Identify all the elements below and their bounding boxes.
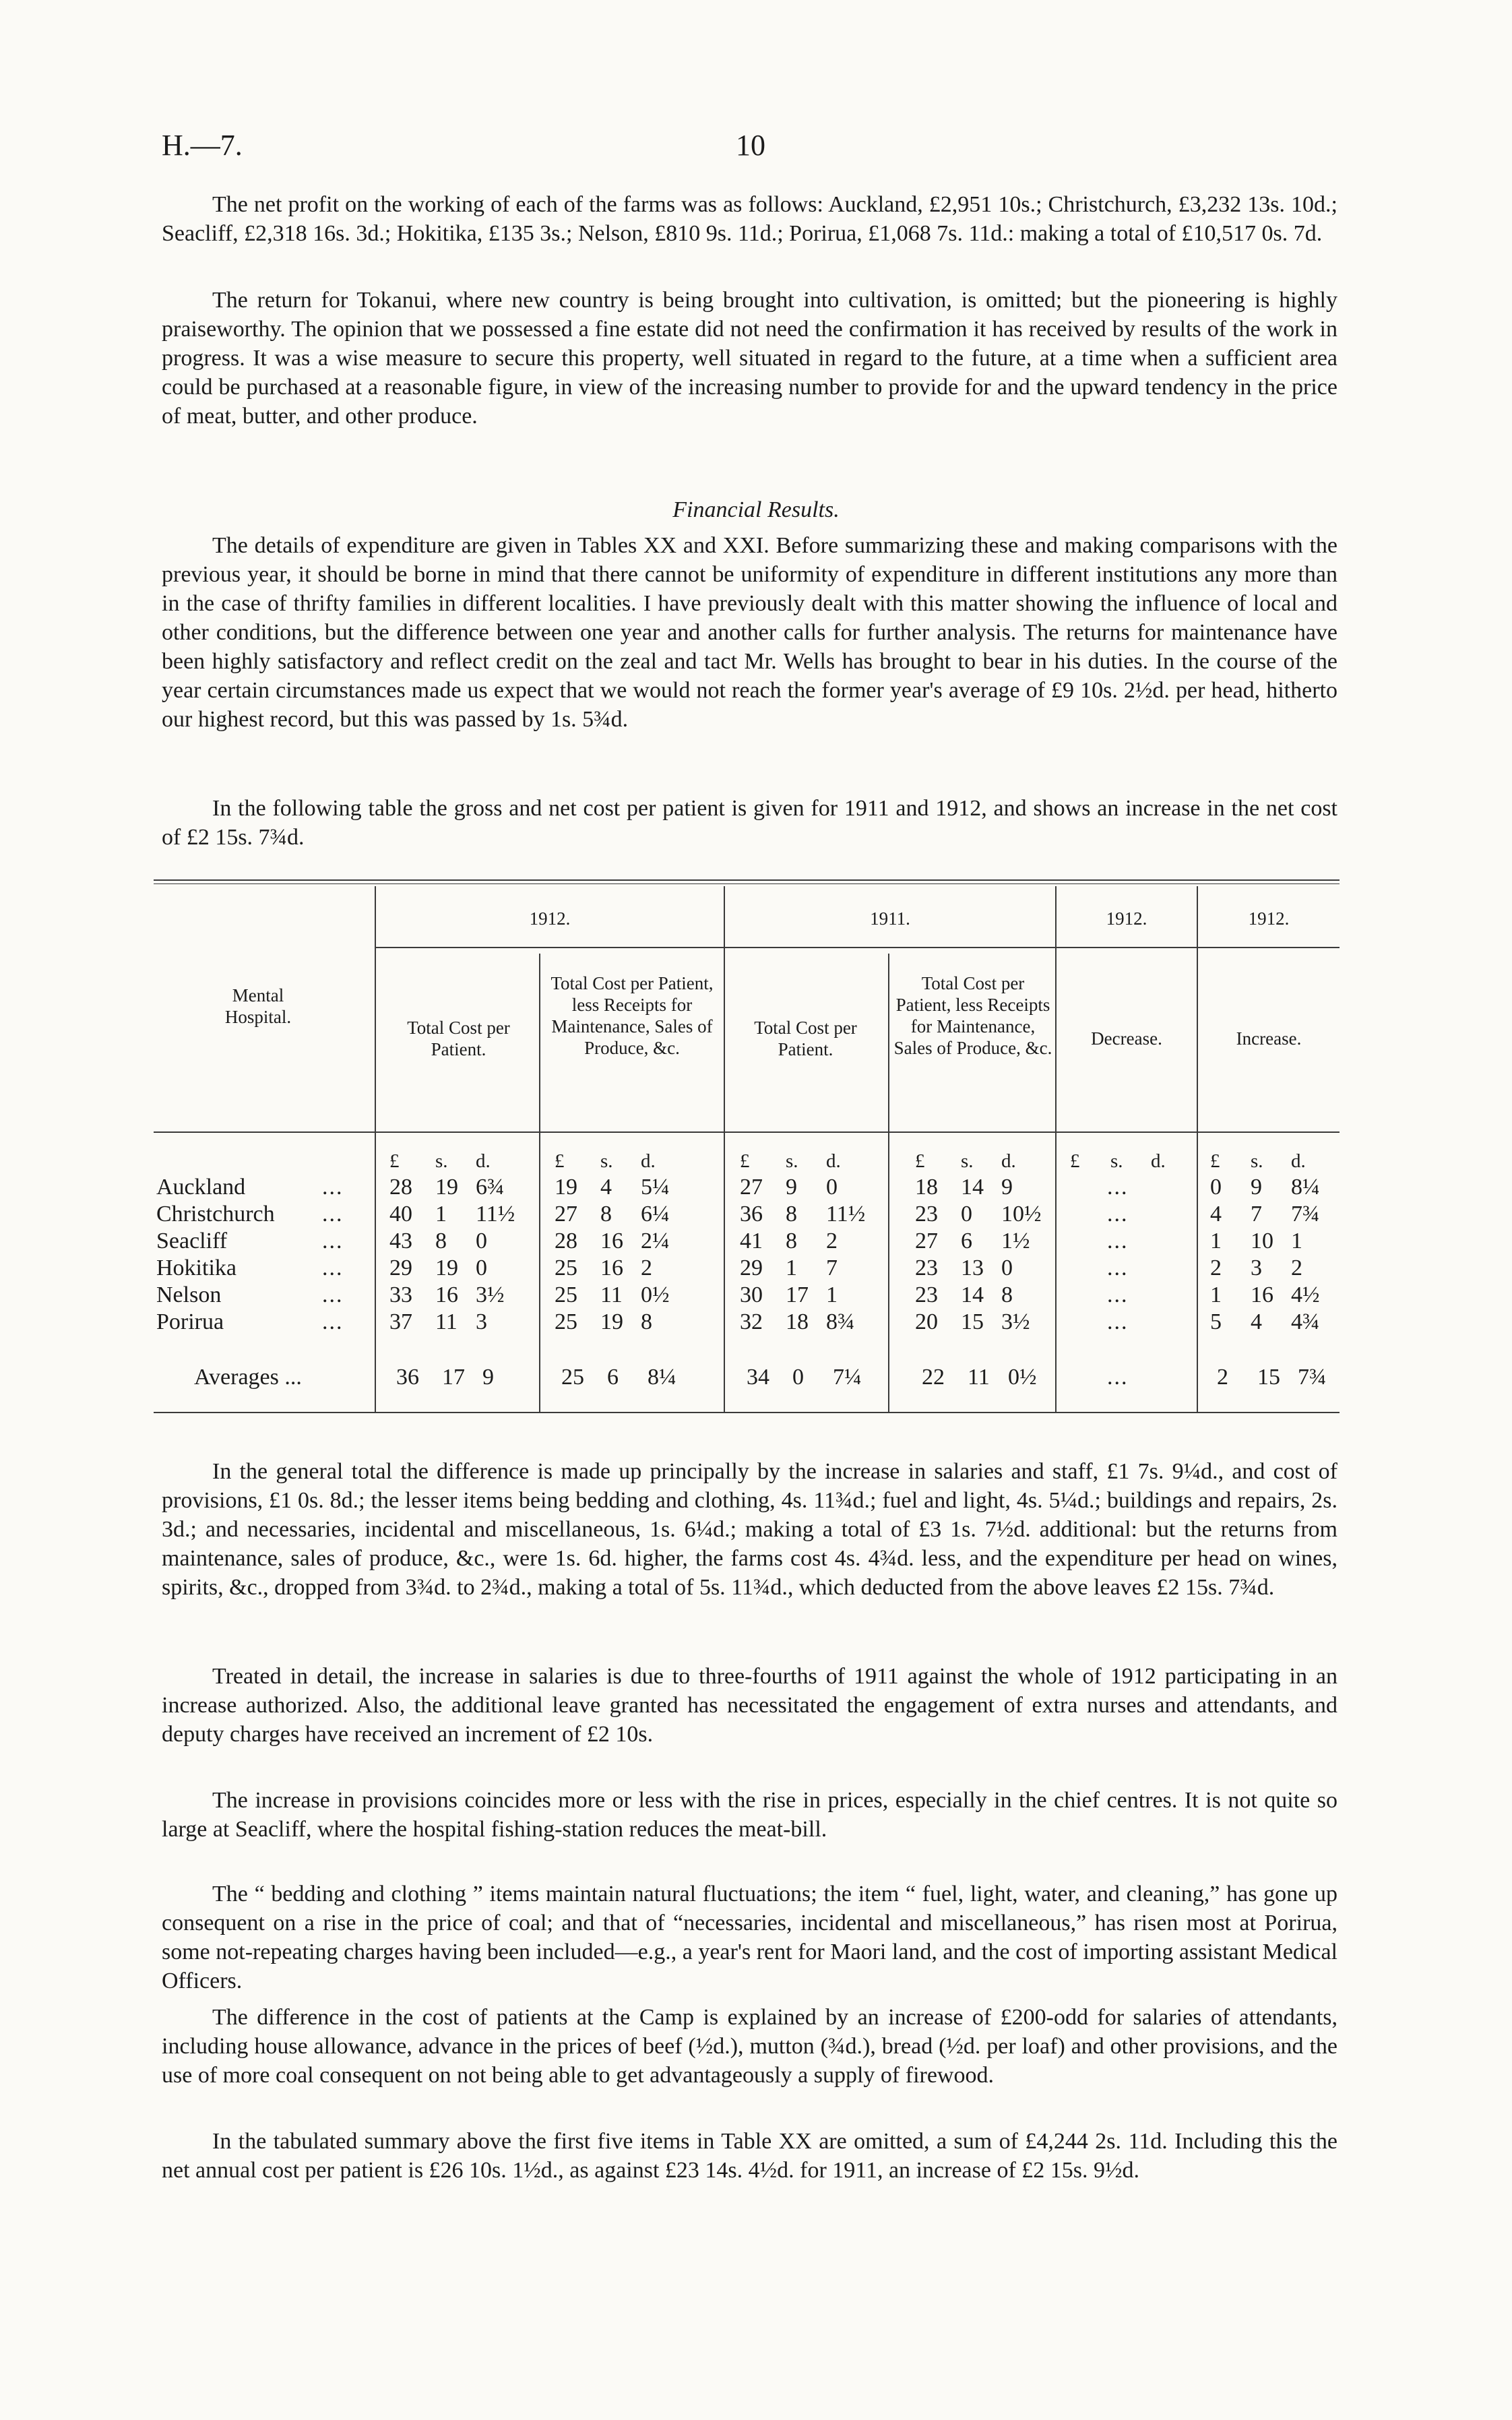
table-cell: 2 [1210, 1255, 1222, 1280]
table-cell: 1 [786, 1255, 797, 1280]
unit-label: s. [1110, 1150, 1123, 1172]
year-header-1912-c: 1912. [1248, 908, 1290, 929]
year-header-1911: 1911. [870, 908, 910, 929]
table-cell: ... [1107, 1309, 1129, 1334]
table-cell: 2 [1291, 1255, 1302, 1280]
table-cell: 15 [961, 1309, 984, 1334]
leader-dots: ... [322, 1282, 344, 1307]
col-header-increase: Increase. [1236, 1028, 1302, 1049]
averages-cell: 11 [968, 1365, 990, 1390]
table-cell: 8 [786, 1229, 797, 1253]
averages-cell: 9 [482, 1365, 494, 1390]
paragraph-salaries: Treated in detail, the increase in salaries is due to three-fourths of 1911 against the whole of 1912 participating in an increase authorized. Also, the additional leave granted has necessitated the engagement of extra nurses and attendants, and deputy charges have received an increment of £2 10s. [162, 1664, 1337, 1747]
table-cell: ... [1107, 1229, 1129, 1253]
table-cell: 0 [476, 1255, 487, 1280]
table-cell: 40 [389, 1202, 412, 1227]
paragraph-camp-costs: The difference in the cost of patients at the Camp is explained by an increase of £200-odd for salaries of attendants, including house allowance, advance in the prices of beef (½d.), mutton (¾d.), bread (½d. per loaf) and other provisions, and the use of more coal consequent on not being able to get advantageously a supply of firewood. [162, 2005, 1337, 2088]
unit-label: d. [641, 1150, 656, 1172]
table-cell: 1½ [1001, 1229, 1030, 1253]
table-cell: 5 [1210, 1309, 1222, 1334]
table-cell: 6¾ [476, 1175, 505, 1200]
averages-cell: 6 [607, 1365, 619, 1390]
table-cell: 36 [740, 1202, 763, 1227]
unit-label: £ [740, 1150, 750, 1172]
unit-label: s. [961, 1150, 974, 1172]
paragraph-provisions: The increase in provisions coincides more or less with the rise in prices, especially in the chief centres. It is not quite so large at Seacliff, where the hospital fishing-station reduces the meat-bill. [162, 1788, 1337, 1842]
table-cell: 4 [1251, 1309, 1262, 1334]
year-header-1912-b: 1912. [1106, 908, 1147, 929]
averages-cell: 2 [1217, 1365, 1228, 1390]
unit-label: £ [389, 1150, 400, 1172]
table-cell: 2 [641, 1255, 652, 1280]
table-cell: 14 [961, 1175, 984, 1200]
table-cell: 28 [389, 1175, 412, 1200]
table-cell: 16 [435, 1282, 458, 1307]
table-cell: 23 [915, 1282, 938, 1307]
table-cell: 9 [1001, 1175, 1013, 1200]
table-cell: 20 [915, 1309, 938, 1334]
table-cell: 3 [1251, 1255, 1262, 1280]
row-label-nelson: Nelson [156, 1282, 222, 1307]
row-label-porirua: Porirua [156, 1309, 224, 1334]
averages-cell: 25 [561, 1365, 584, 1390]
table-cell: 27 [740, 1175, 763, 1200]
table-cell: 0 [1210, 1175, 1222, 1200]
table-cell: 7 [1251, 1202, 1262, 1227]
paragraph-expenditure-details: The details of expenditure are given in Tables XX and XXI. Before summarizing these and making comparisons with the previous year, it should be borne in mind that there cannot be uniformity of expenditure in different institutions any more than in the case of thrifty families in different localities. I have previously dealt with this matter showing the influence of local and other conditions, but the difference between one year and another calls for further analysis. The returns for maintenance have been highly satisfactory and reflect credit on the zeal and tact Mr. Wells has brought to bear in his duties. In the course of the year certain circumstances made us expect that we would not reach the former year's average of £9 10s. 2½d. per head, hitherto our highest record, but this was passed by 1s. 5¾d. [162, 533, 1337, 732]
unit-label: s. [435, 1150, 448, 1172]
paragraph-tokanui: The return for Tokanui, where new country is being brought into cultivation, is omitted; but the pioneering is highly praiseworthy. The opinion that we possessed a fine estate did not need the confirmation it has received by results of the work in progress. It was a wise measure to secure this property, well situated in regard to the future, at a time when a sufficient area could be purchased at a reasonable figure, in view of the increasing number to provide for and the upward tendency in the price of meat, butter, and other produce. [162, 288, 1337, 429]
averages-cell: 34 [747, 1365, 769, 1390]
unit-label: s. [1251, 1150, 1263, 1172]
row-label-auckland: Auckland [156, 1175, 246, 1200]
table-cell: 8¼ [1291, 1175, 1320, 1200]
table-cell: 4¾ [1291, 1309, 1320, 1334]
table-cell: 0 [476, 1229, 487, 1253]
table-cell: 25 [555, 1282, 577, 1307]
table-cell: 14 [961, 1282, 984, 1307]
table-cell: 30 [740, 1282, 763, 1307]
leader-dots: ... [322, 1229, 344, 1253]
table-cell: 5¼ [641, 1175, 670, 1200]
cost-per-patient-table [154, 879, 1340, 1422]
table-cell: 17 [786, 1282, 809, 1307]
table-cell: 19 [555, 1175, 577, 1200]
table-cell: 19 [435, 1175, 458, 1200]
unit-label: d. [476, 1150, 491, 1172]
row-label-hokitika: Hokitika [156, 1255, 237, 1280]
table-cell: 4 [600, 1175, 612, 1200]
averages-cell: 17 [442, 1365, 465, 1390]
table-cell: 18 [915, 1175, 938, 1200]
table-cell: 4½ [1291, 1282, 1320, 1307]
table-cell: ... [1107, 1255, 1129, 1280]
table-cell: 3½ [1001, 1309, 1030, 1334]
unit-label: £ [555, 1150, 565, 1172]
averages-cell: 7¼ [833, 1365, 862, 1390]
table-cell: 1 [1210, 1282, 1222, 1307]
table-cell: 19 [435, 1255, 458, 1280]
table-cell: 29 [389, 1255, 412, 1280]
averages-cell: ... [1107, 1365, 1129, 1390]
paragraph-tabulated-summary: In the tabulated summary above the first five items in Table XX are omitted, a sum of £4,244 2s. 11d. Including this the net annual cost per patient is £26 10s. 1½d., as against £23 14s. 4½d. for 1911, an increase of £2 15s. 9½d. [162, 2129, 1337, 2183]
table-cell: 0½ [641, 1282, 670, 1307]
paragraph-bedding-clothing: The “ bedding and clothing ” items maintain natural fluctuations; the item “ fuel, light, water, and cleaning,” has gone up consequent on a rise in the price of coal; and that of “necessaries, incidental and miscellaneous,” has risen most at Porirua, some not-repeating charges having been included—e.g., a year's rent for Maori land, and the cost of importing assistant Medical Officers. [162, 1882, 1337, 1993]
table-cell: 8¾ [826, 1309, 855, 1334]
averages-cell: 22 [922, 1365, 945, 1390]
unit-label: d. [826, 1150, 841, 1172]
table-cell: 0 [826, 1175, 838, 1200]
table-cell: 7 [826, 1255, 838, 1280]
table-cell: 0 [961, 1202, 972, 1227]
table-cell: 16 [600, 1229, 623, 1253]
leader-dots: ... [322, 1202, 344, 1227]
unit-label: d. [1151, 1150, 1166, 1172]
row-label-seacliff: Seacliff [156, 1229, 228, 1253]
table-cell: 3 [476, 1309, 487, 1334]
table-cell: ... [1107, 1175, 1129, 1200]
table-cell: 1 [435, 1202, 447, 1227]
paragraph-table-intro: In the following table the gross and net cost per patient is given for 1911 and 1912, and shows an increase in the net cost of £2 15s. 7¾d. [162, 796, 1337, 850]
averages-cell: 0 [792, 1365, 804, 1390]
table-cell: 8 [786, 1202, 797, 1227]
col-header-net-cost-1911: Total Cost per Patient, less Receipts for Maintenance, Sales of Produce, &c. [893, 973, 1052, 1058]
unit-label: d. [1001, 1150, 1016, 1172]
table-cell: 28 [555, 1229, 577, 1253]
table-cell: 11½ [476, 1202, 515, 1227]
table-cell: 10½ [1001, 1202, 1042, 1227]
table-cell: 2¼ [641, 1229, 670, 1253]
table-cell: 27 [915, 1229, 938, 1253]
col-header-total-cost-1911: Total Cost per Patient. [754, 1018, 857, 1059]
col-header-net-cost-1912: Total Cost per Patient, less Receipts for Maintenance, Sales of Produce, &c. [550, 973, 714, 1058]
page-number: 10 [736, 129, 765, 162]
table-cell: 23 [915, 1255, 938, 1280]
document-reference: H.—7. [162, 129, 243, 162]
table-cell: 11 [600, 1282, 623, 1307]
table-cell: 29 [740, 1255, 763, 1280]
unit-label: s. [786, 1150, 798, 1172]
averages-cell: 0½ [1008, 1365, 1037, 1390]
col-header-total-cost-1912: Total Cost per Patient. [407, 1018, 510, 1059]
table-cell: ... [1107, 1282, 1129, 1307]
table-cell: 18 [786, 1309, 809, 1334]
table-cell: 11½ [826, 1202, 866, 1227]
leader-dots: ... [322, 1255, 344, 1280]
table-cell: 11 [435, 1309, 458, 1334]
stub-header: Mental Hospital. [224, 985, 292, 1027]
averages-cell: 15 [1257, 1365, 1280, 1390]
paragraph-farm-profits: The net profit on the working of each of the farms was as follows: Auckland, £2,951 10s.; Christchurch, £3,232 13s. 10d.; Seacliff, £2,318 16s. 3d.; Hokitika, £135 3s.; Nelson, £810 9s. 11d.; Porirua, £1,068 7s. 11d.: making a total of £10,517 0s. 7d. [162, 192, 1337, 246]
table-cell: 8 [435, 1229, 447, 1253]
table-cell: 37 [389, 1309, 412, 1334]
col-header-decrease: Decrease. [1091, 1028, 1162, 1049]
table-cell: 41 [740, 1229, 763, 1253]
leader-dots: ... [322, 1309, 344, 1334]
paragraph-general-total: In the general total the difference is made up principally by the increase in salaries and staff, £1 7s. 9¼d., and cost of provisions, £1 0s. 8d.; the lesser items being bedding and clothing, 4s. 11¾d.; fuel and light, 4s. 5¼d.; buildings and repairs, 2s. 3d.; and necessaries, incidental and miscellaneous, 1s. 6¼d.; making a total of £3 1s. 7½d. additional: but the returns from maintenance, sales of produce, &c., were 1s. 6d. higher, the farms cost 4s. 4¾d. less, and the expenditure per head on wines, spirits, &c., dropped from 3¾d. to 2¾d., making a total of 5s. 11¾d., which deducted from the above leaves £2 15s. 7¾d. [162, 1459, 1337, 1600]
unit-label: £ [915, 1150, 925, 1172]
unit-label: s. [600, 1150, 613, 1172]
year-header-1912-a: 1912. [529, 908, 571, 929]
table-cell: 32 [740, 1309, 763, 1334]
table-cell: 1 [826, 1282, 838, 1307]
table-cell: 25 [555, 1255, 577, 1280]
table-cell: 16 [600, 1255, 623, 1280]
table-cell: 8 [1001, 1282, 1013, 1307]
table-cell: 1 [1291, 1229, 1302, 1253]
unit-label: £ [1210, 1150, 1220, 1172]
table-cell: 19 [600, 1309, 623, 1334]
table-cell: 6¼ [641, 1202, 670, 1227]
section-heading-financial-results: Financial Results. [672, 497, 840, 522]
averages-cell: 7¾ [1298, 1365, 1327, 1390]
table-cell: 13 [961, 1255, 984, 1280]
table-cell: 33 [389, 1282, 412, 1307]
unit-label: d. [1291, 1150, 1306, 1172]
leader-dots: ... [322, 1175, 344, 1200]
table-cell: 8 [600, 1202, 612, 1227]
table-cell: 2 [826, 1229, 838, 1253]
row-label-christchurch: Christchurch [156, 1202, 275, 1227]
table-cell: 43 [389, 1229, 412, 1253]
table-cell: 9 [786, 1175, 797, 1200]
averages-label: Averages ... [194, 1365, 302, 1390]
unit-label: £ [1070, 1150, 1080, 1172]
table-cell: 27 [555, 1202, 577, 1227]
table-cell: 6 [961, 1229, 972, 1253]
table-cell: 1 [1210, 1229, 1222, 1253]
table-cell: 3½ [476, 1282, 505, 1307]
table-cell: 16 [1251, 1282, 1273, 1307]
averages-cell: 8¼ [648, 1365, 676, 1390]
table-cell: 8 [641, 1309, 652, 1334]
table-cell: 7¾ [1291, 1202, 1320, 1227]
table-cell: 25 [555, 1309, 577, 1334]
table-cell: 23 [915, 1202, 938, 1227]
table-cell: 0 [1001, 1255, 1013, 1280]
table-cell: 4 [1210, 1202, 1222, 1227]
table-cell: ... [1107, 1202, 1129, 1227]
table-cell: 10 [1251, 1229, 1273, 1253]
table-cell: 9 [1251, 1175, 1262, 1200]
averages-cell: 36 [396, 1365, 419, 1390]
